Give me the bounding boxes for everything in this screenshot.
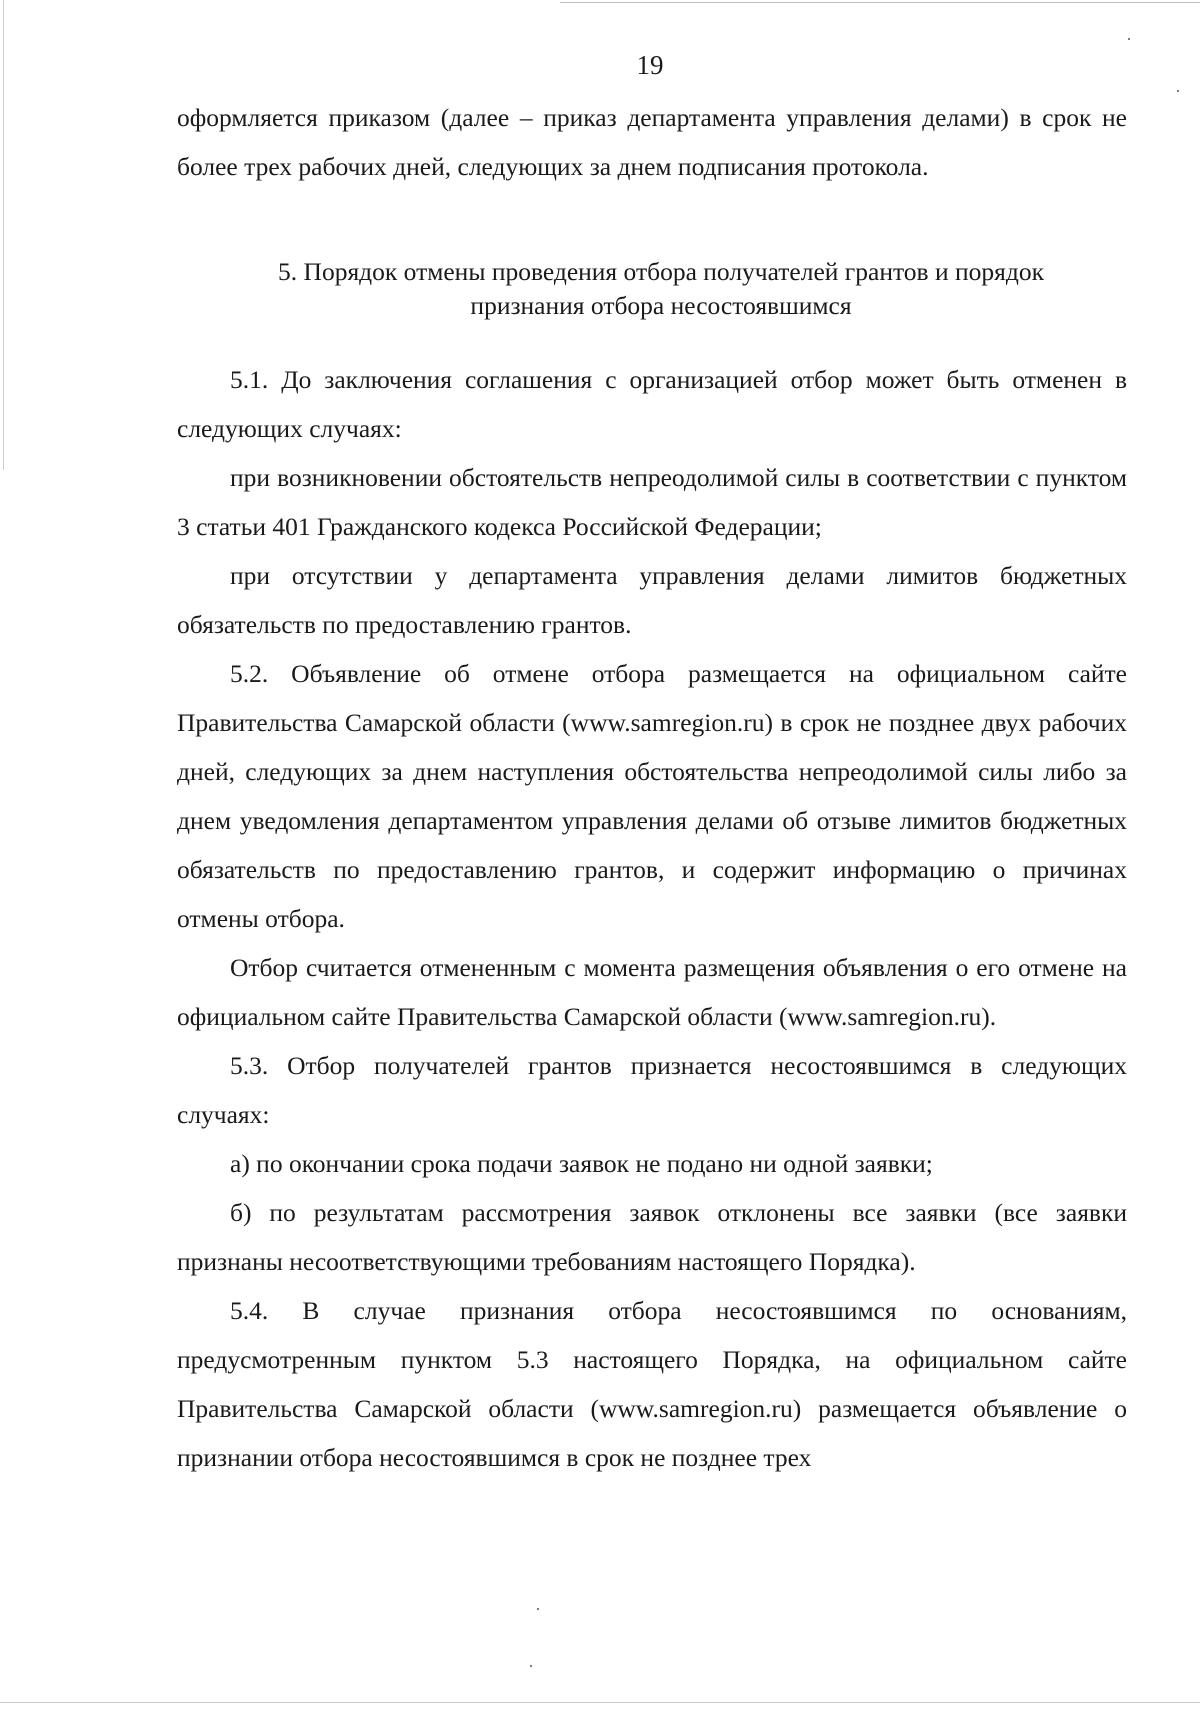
paragraph-no-limits: при отсутствии у департамента управления делами лимитов бюджетных обязательств по предоставлению грантов.	[177, 561, 1127, 639]
scan-speck	[537, 1608, 539, 1610]
paragraph-5-3-a: а) по окончании срока подачи заявок не подано ни одной заявки;	[230, 1149, 933, 1178]
paragraph-force-majeure: при возникновении обстоятельств непреодолимой силы в соответствии с пунктом 3 статьи 401 Гражданского кодекса Российской Федерации;	[177, 463, 1127, 541]
spacer	[177, 191, 1127, 255]
scan-speck	[530, 1665, 532, 1667]
scan-speck	[1128, 38, 1130, 40]
scan-artifact-bottom-line	[0, 1702, 1200, 1703]
paragraph-cancel-moment: Отбор считается отмененным с момента размещения объявления о его отмене на официальном сайте Правительства Самарской области (www.samregion.ru).	[177, 953, 1127, 1031]
scan-speck	[1177, 90, 1179, 92]
paragraph-5-4: 5.4. В случае признания отбора несостоявшимся по основаниям, предусмотренным пунктом 5.3 настоящего Порядка, на официальном сайте Правительства Самарской области (www.samregion.ru) размещается объявление о признании отбора несостоявшимся в срок не позднее трех	[177, 1296, 1127, 1472]
section-heading-line-2: признания отбора несостоявшимся	[470, 291, 852, 320]
paragraph-5-3: 5.3. Отбор получателей грантов признается несостоявшимся в следующих случаях:	[177, 1051, 1127, 1129]
paragraph-5-2: 5.2. Объявление об отмене отбора размещается на официальном сайте Правительства Самарской области (www.samregion.ru) в срок не позднее двух рабочих дней, следующих за днем наступления обстоятельства непреодолимой силы либо за днем уведомления департаментом управления делами об отзыве лимитов бюджетных обязательств по предоставлению грантов, и содержит информацию о причинах отмены отбора.	[177, 659, 1127, 933]
section-heading-line-1: 5. Порядок отмены проведения отбора получателей грантов и порядок	[278, 257, 1044, 286]
section-heading	[177, 255, 1127, 323]
spacer	[177, 323, 1127, 355]
paragraph-5-3-b: б) по результатам рассмотрения заявок отклонены все заявки (все заявки признаны несоответствующими требованиям настоящего Порядка).	[177, 1198, 1127, 1276]
document-body	[177, 93, 1127, 1482]
paragraph-continuation: оформляется приказом (далее – приказ департамента управления делами) в срок не более трех рабочих дней, следующих за днем подписания протокола.	[177, 103, 1127, 181]
paragraph-5-1: 5.1. До заключения соглашения с организацией отбор может быть отменен в следующих случаях:	[177, 365, 1127, 443]
page-number: 19	[636, 50, 664, 80]
scan-artifact-top-line	[560, 2, 1200, 3]
